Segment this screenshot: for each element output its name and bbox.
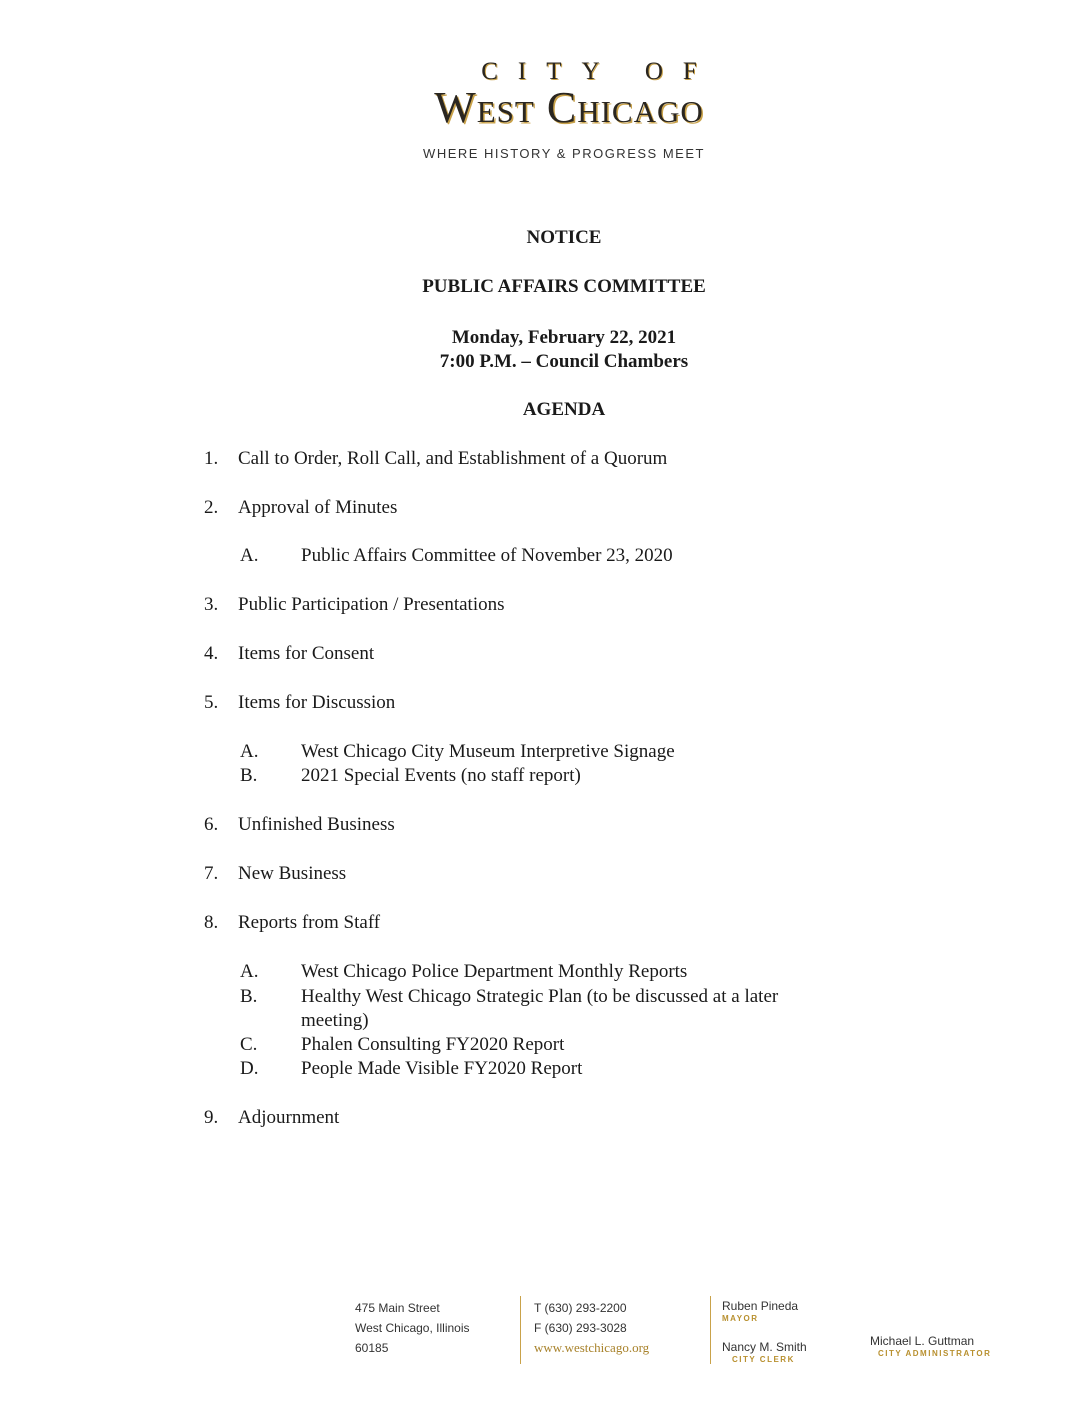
agenda-heading: AGENDA bbox=[522, 399, 606, 420]
tagline: WHERE HISTORY & PROGRESS MEET bbox=[423, 146, 705, 161]
meeting-date: Monday, February 22, 2021 bbox=[451, 327, 677, 348]
footer-divider bbox=[520, 1296, 521, 1364]
footer-fax: F (630) 293-3028 bbox=[534, 1321, 627, 1335]
committee-heading: PUBLIC AFFAIRS COMMITTEE bbox=[422, 276, 706, 297]
city-of-text: CITY OF bbox=[481, 58, 717, 85]
city-name-logo: West Chicago bbox=[434, 83, 704, 132]
admin-role: CITY ADMINISTRATOR bbox=[878, 1349, 992, 1358]
letterhead bbox=[0, 58, 1088, 161]
footer-website[interactable]: www.westchicago.org bbox=[534, 1340, 650, 1355]
clerk-role: CITY CLERK bbox=[732, 1355, 795, 1364]
meeting-time-place: 7:00 P.M. – Council Chambers bbox=[439, 351, 689, 372]
footer-divider bbox=[710, 1296, 711, 1364]
admin-name: Michael L. Guttman bbox=[870, 1334, 975, 1348]
footer-phone: T (630) 293-2200 bbox=[534, 1301, 627, 1315]
clerk-name: Nancy M. Smith bbox=[722, 1340, 807, 1354]
footer-address: 475 Main Street West Chicago, Illinois 60185 bbox=[355, 1301, 470, 1355]
footer-officials bbox=[722, 1298, 807, 1364]
mayor-name: Ruben Pineda bbox=[722, 1299, 799, 1313]
footer-contact bbox=[534, 1298, 649, 1358]
notice-heading: NOTICE bbox=[526, 227, 602, 248]
footer-administrator bbox=[870, 1333, 991, 1358]
mayor-role: MAYOR bbox=[722, 1314, 759, 1323]
